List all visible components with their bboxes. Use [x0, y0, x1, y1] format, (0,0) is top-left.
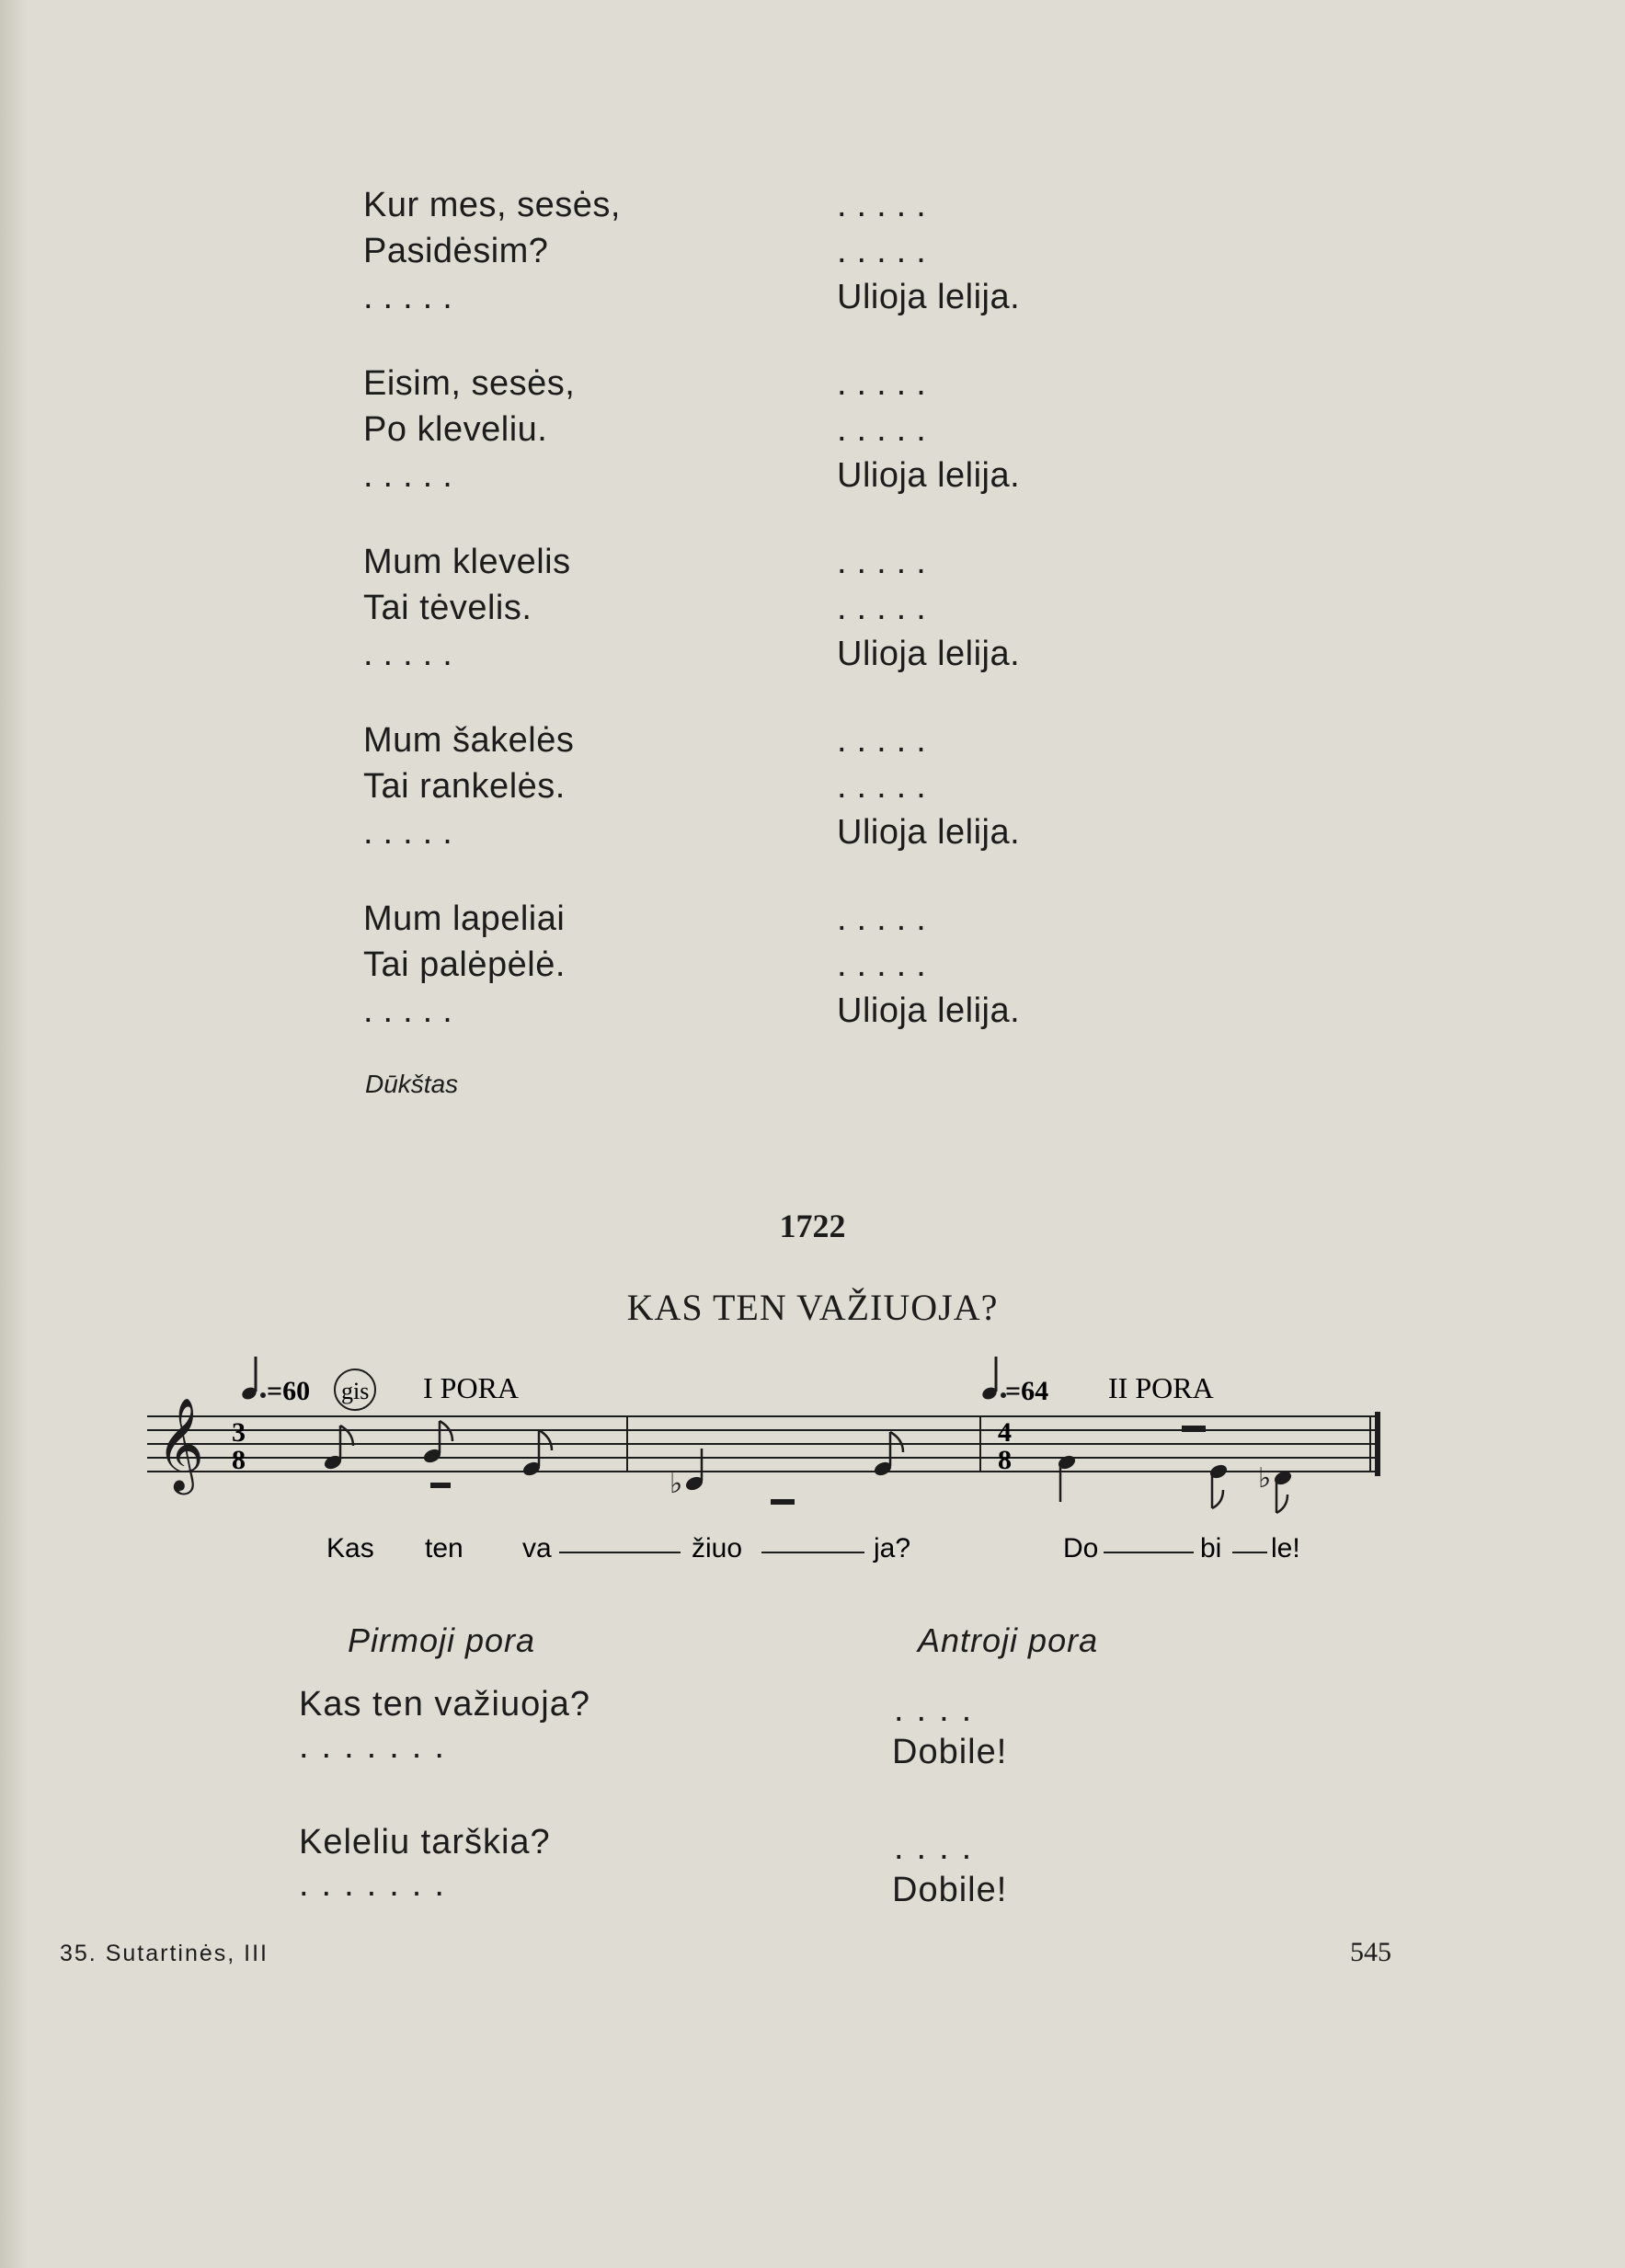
syllable-2: ten	[425, 1533, 463, 1564]
note-7	[1208, 1463, 1228, 1508]
song-title: KAS TEN VAŽIUOJA?	[626, 1287, 999, 1328]
key-note-label: gis	[341, 1378, 370, 1404]
refrain-text: .....	[837, 232, 936, 270]
syllable-3: va	[522, 1533, 552, 1564]
page-edge-shadow	[0, 0, 28, 2268]
rest-2	[771, 1499, 795, 1505]
second-pair-line-2: Dobile!	[892, 1871, 1008, 1909]
lead-verse-text: .....	[363, 991, 463, 1030]
lead-verse-text: Mum šakelės	[363, 721, 575, 760]
key-note-circle	[335, 1369, 375, 1410]
second-pair-heading: Antroji pora	[918, 1621, 1099, 1659]
time-sig-1-top: 3	[232, 1417, 246, 1448]
lyrics-block	[363, 179, 1191, 1071]
lead-verse-text: Tai rankelės.	[363, 767, 566, 806]
stanza-line	[363, 985, 1191, 1031]
stanza-line	[363, 536, 1191, 582]
stanza-line	[363, 450, 1191, 496]
refrain-text: Ulioja lelija.	[837, 278, 1021, 316]
time-sig-1-bottom: 8	[232, 1445, 246, 1475]
part-2-label: II PORA	[1108, 1371, 1214, 1404]
refrain-text: .....	[837, 186, 936, 224]
footer-signature: 35. Sutartinės, III	[60, 1941, 269, 1966]
lead-verse-text: .....	[363, 635, 463, 673]
rest-3	[1182, 1426, 1206, 1432]
stanza-line	[363, 761, 1191, 807]
syllable-6: Do	[1063, 1533, 1099, 1564]
stanza-line	[363, 179, 1191, 225]
stanza-line	[363, 715, 1191, 761]
stanza	[363, 893, 1191, 1031]
first-pair-line-2: Keleliu tarškia?	[299, 1823, 551, 1861]
refrain-text: .....	[837, 721, 936, 760]
lead-verse-text: .....	[363, 278, 463, 316]
note-6	[1057, 1454, 1076, 1502]
first-pair-heading: Pirmoji pora	[348, 1621, 536, 1659]
note-1	[323, 1426, 353, 1471]
second-pair-line-1: Dobile!	[892, 1733, 1008, 1771]
rest-1	[430, 1483, 451, 1488]
lead-verse-text: .....	[363, 813, 463, 852]
tempo-1-text: =60	[267, 1376, 311, 1406]
tempo-2-text: =64	[1005, 1376, 1049, 1406]
first-pair-line-1: Kas ten važiuoja?	[299, 1685, 590, 1724]
tempo-mark-1	[240, 1357, 310, 1406]
refrain-text: Ulioja lelija.	[837, 813, 1021, 852]
stanza-line	[363, 582, 1191, 628]
stanza-line	[363, 404, 1191, 450]
svg-text:♭: ♭	[669, 1469, 683, 1499]
first-pair-dots-2: .......	[299, 1865, 457, 1904]
syllable-1: Kas	[326, 1533, 374, 1564]
lead-verse-text: Eisim, sesės,	[363, 364, 576, 403]
syllable-5: ja?	[874, 1533, 911, 1564]
part-1-label: I PORA	[423, 1371, 520, 1404]
second-pair-dots-1: ....	[894, 1690, 985, 1729]
lead-verse-text: Po kleveliu.	[363, 410, 548, 449]
lead-verse-text: Tai palėpėlė.	[363, 945, 566, 984]
stanza	[363, 715, 1191, 853]
syllable-4: žiuo	[692, 1533, 743, 1564]
stanza	[363, 179, 1191, 317]
note-4-flat	[669, 1449, 704, 1499]
source-location: Dūkštas	[365, 1070, 459, 1098]
svg-text:♭: ♭	[1258, 1463, 1272, 1494]
stanza-line	[363, 271, 1191, 317]
refrain-text: .....	[837, 589, 936, 627]
first-pair-dots-1: .......	[299, 1727, 457, 1766]
note-5	[873, 1432, 903, 1477]
refrain-text: .....	[837, 899, 936, 938]
lead-verse-text: Pasidėsim?	[363, 232, 549, 270]
refrain-text: .....	[837, 543, 936, 581]
time-sig-2-top: 4	[998, 1417, 1012, 1448]
stanza	[363, 358, 1191, 496]
score-staff	[138, 1347, 1416, 1568]
tempo-mark-2	[980, 1357, 1048, 1406]
stanza-line	[363, 807, 1191, 853]
stanza-line	[363, 225, 1191, 271]
stanza-line	[363, 893, 1191, 939]
lead-verse-text: .....	[363, 456, 463, 495]
notes	[323, 1421, 1292, 1513]
lead-verse-text: Mum lapeliai	[363, 899, 566, 938]
lead-verse-text: Kur mes, sesės,	[363, 186, 621, 224]
page-number: 545	[1350, 1937, 1391, 1967]
lead-verse-text: Tai tėvelis.	[363, 589, 532, 627]
stanza	[363, 536, 1191, 674]
song-number: 1722	[779, 1208, 846, 1244]
music-score	[138, 1347, 1416, 1573]
treble-clef-icon: 𝄞	[156, 1396, 205, 1491]
stanza-line	[363, 628, 1191, 674]
syllable-7: bi	[1200, 1533, 1222, 1564]
refrain-text: .....	[837, 364, 936, 403]
time-sig-2-bottom: 8	[998, 1445, 1012, 1475]
stanza-line	[363, 939, 1191, 985]
refrain-text: Ulioja lelija.	[837, 635, 1021, 673]
refrain-text: Ulioja lelija.	[837, 991, 1021, 1030]
refrain-text: .....	[837, 767, 936, 806]
lead-verse-text: Mum klevelis	[363, 543, 571, 581]
stanza-line	[363, 358, 1191, 404]
refrain-text: .....	[837, 410, 936, 449]
refrain-text: .....	[837, 945, 936, 984]
syllable-8: le!	[1271, 1533, 1300, 1564]
note-3	[521, 1430, 552, 1477]
second-pair-dots-2: ....	[894, 1828, 985, 1867]
refrain-text: Ulioja lelija.	[837, 456, 1021, 495]
